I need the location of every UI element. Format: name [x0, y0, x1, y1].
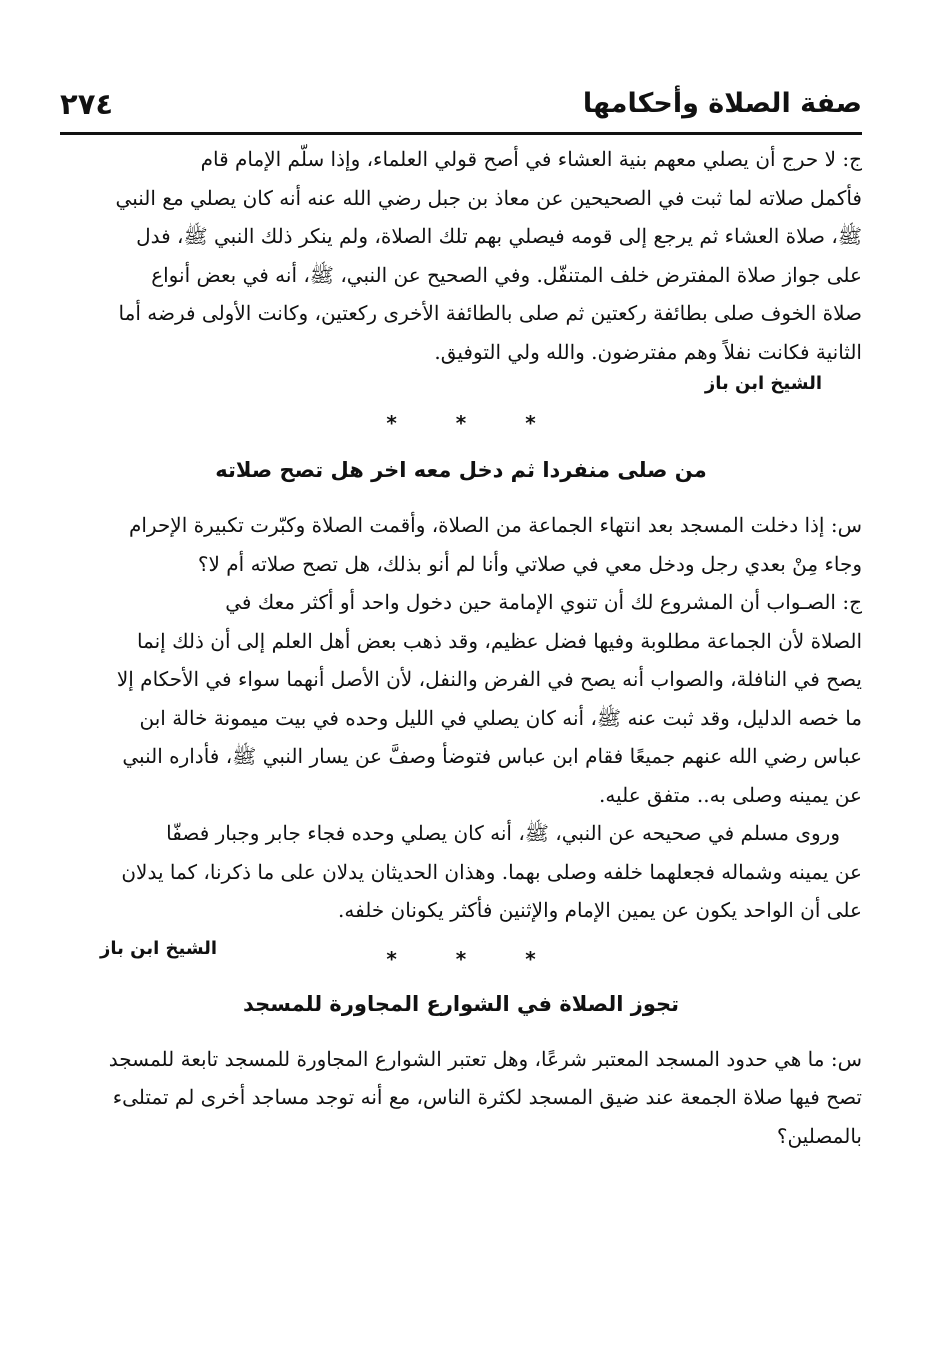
separator-stars: * * *: [386, 946, 562, 971]
narration-line: على أن الواحد يكون عن يمين الإمام والإثنين فأكثر يكونان خلفه.: [338, 898, 862, 922]
answer-line: فأكمل صلاته لما ثبت في الصحيحين عن معاذ بن جبل رضي الله عنه أنه كان يصلي مع النبي: [115, 185, 862, 210]
answer-line: ما خصه الدليل، وقد ثبت عنه ﷺ، أنه كان يصلي في الليل وحده في بيت ميمونة خالة ابن: [139, 705, 862, 730]
answer-line: يصح في النافلة، والصواب أنه يصح في الفرض والنفل، لأن الأصل أنهما سواء في الأحكام إلا: [116, 667, 862, 691]
answer-line: ج: الصـواب أن المشروع لك أن تنوي الإمامة حين دخول واحد أو أكثر معك في: [225, 590, 862, 614]
question-line: بالمصلين؟: [776, 1123, 862, 1148]
question-line: س: ما هي حدود المسجد المعتبر شرعًا، وهل تعتبر الشوارع المجاورة للمسجد تابعة للمسجد: [108, 1046, 862, 1071]
running-title: صفة الصلاة وأحكامها: [582, 88, 862, 119]
question-line: تصح فيها صلاة الجمعة عند ضيق المسجد لكثرة الناس، مع أنه توجد مساجد أخرى لم تمتلىء: [112, 1085, 862, 1109]
narration-line: عن يمينه وشماله فجعلهما خلفه وصلى بهما. وهذان الحديثان يدلان على ما ذكرنا، كما يدلان: [121, 859, 862, 884]
question-line: وجاء مِنْ بعدي رجل ودخل معي في صلاتي وأنا لم أنو بذلك، هل تصح صلاته أم لا؟: [197, 551, 862, 576]
signature: الشيخ ابن باز: [100, 937, 218, 959]
page-number: ٢٧٤: [60, 87, 114, 121]
answer-line: عباس رضي الله عنهم جميعًا فقام ابن عباس فتوضأ وصفَّ عن يسار النبي ﷺ، فأداره النبي: [122, 744, 862, 768]
answer-line: ﷺ، صلاة العشاء ثم يرجع إلى قومه فيصلي بهم تلك الصلاة، ولم ينكر ذلك النبي ﷺ، فدل: [136, 224, 862, 248]
answer-line: عن يمينه وصلى به.. متفق عليه.: [598, 782, 862, 807]
signature-separator-row: [60, 934, 862, 976]
section-heading: تجوز الصلاة في الشوارع المجاورة للمسجد: [242, 991, 680, 1016]
answer-line: على جواز صلاة المفترض خلف المتنفّل. وفي الصحيح عن النبي، ﷺ، أنه في بعض أنواع: [151, 262, 862, 287]
signature-row: [60, 373, 862, 394]
separator-stars: * * *: [386, 411, 562, 435]
book-page: [60, 84, 862, 1155]
question-line: س: إذا دخلت المسجد بعد انتهاء الجماعة من الصلاة، وأقمت الصلاة وكبّرت تكبيرة الإحرام: [128, 513, 862, 537]
narration-line: وروى مسلم في صحيحه عن النبي، ﷺ، أنه كان يصلي وحده فجاء جابر وجبار فصفّا: [166, 821, 840, 845]
answer-line: الثانية فكانت نفلاً وهم مفترضون. والله ولي التوفيق.: [434, 339, 862, 364]
question-block-3: [60, 1040, 862, 1156]
answer-block-2: [60, 583, 862, 814]
narration-block: [60, 814, 862, 930]
answer-block-1: [60, 140, 862, 371]
answer-line: ج: لا حرج أن يصلي معهم بنية العشاء في أصح قولي العلماء، وإذا سلّم الإمام قام: [200, 147, 862, 171]
question-block-2: [60, 506, 862, 583]
section-heading: من صلى منفردا ثم دخل معه اخر هل تصح صلاته: [215, 458, 707, 482]
signature: الشيخ ابن باز: [704, 373, 822, 394]
page-header: [60, 84, 862, 135]
answer-line: الصلاة لأن الجماعة مطلوبة وفيها فضل عظيم، وقد ذهب بعض أهل العلم إلى أن ذلك إنما: [136, 628, 862, 653]
page-body: [60, 135, 862, 1155]
answer-line: صلاة الخوف صلى بطائفة ركعتين ثم صلى بالطائفة الأخرى ركعتين، وكانت الأولى فرضه أما: [118, 301, 862, 325]
